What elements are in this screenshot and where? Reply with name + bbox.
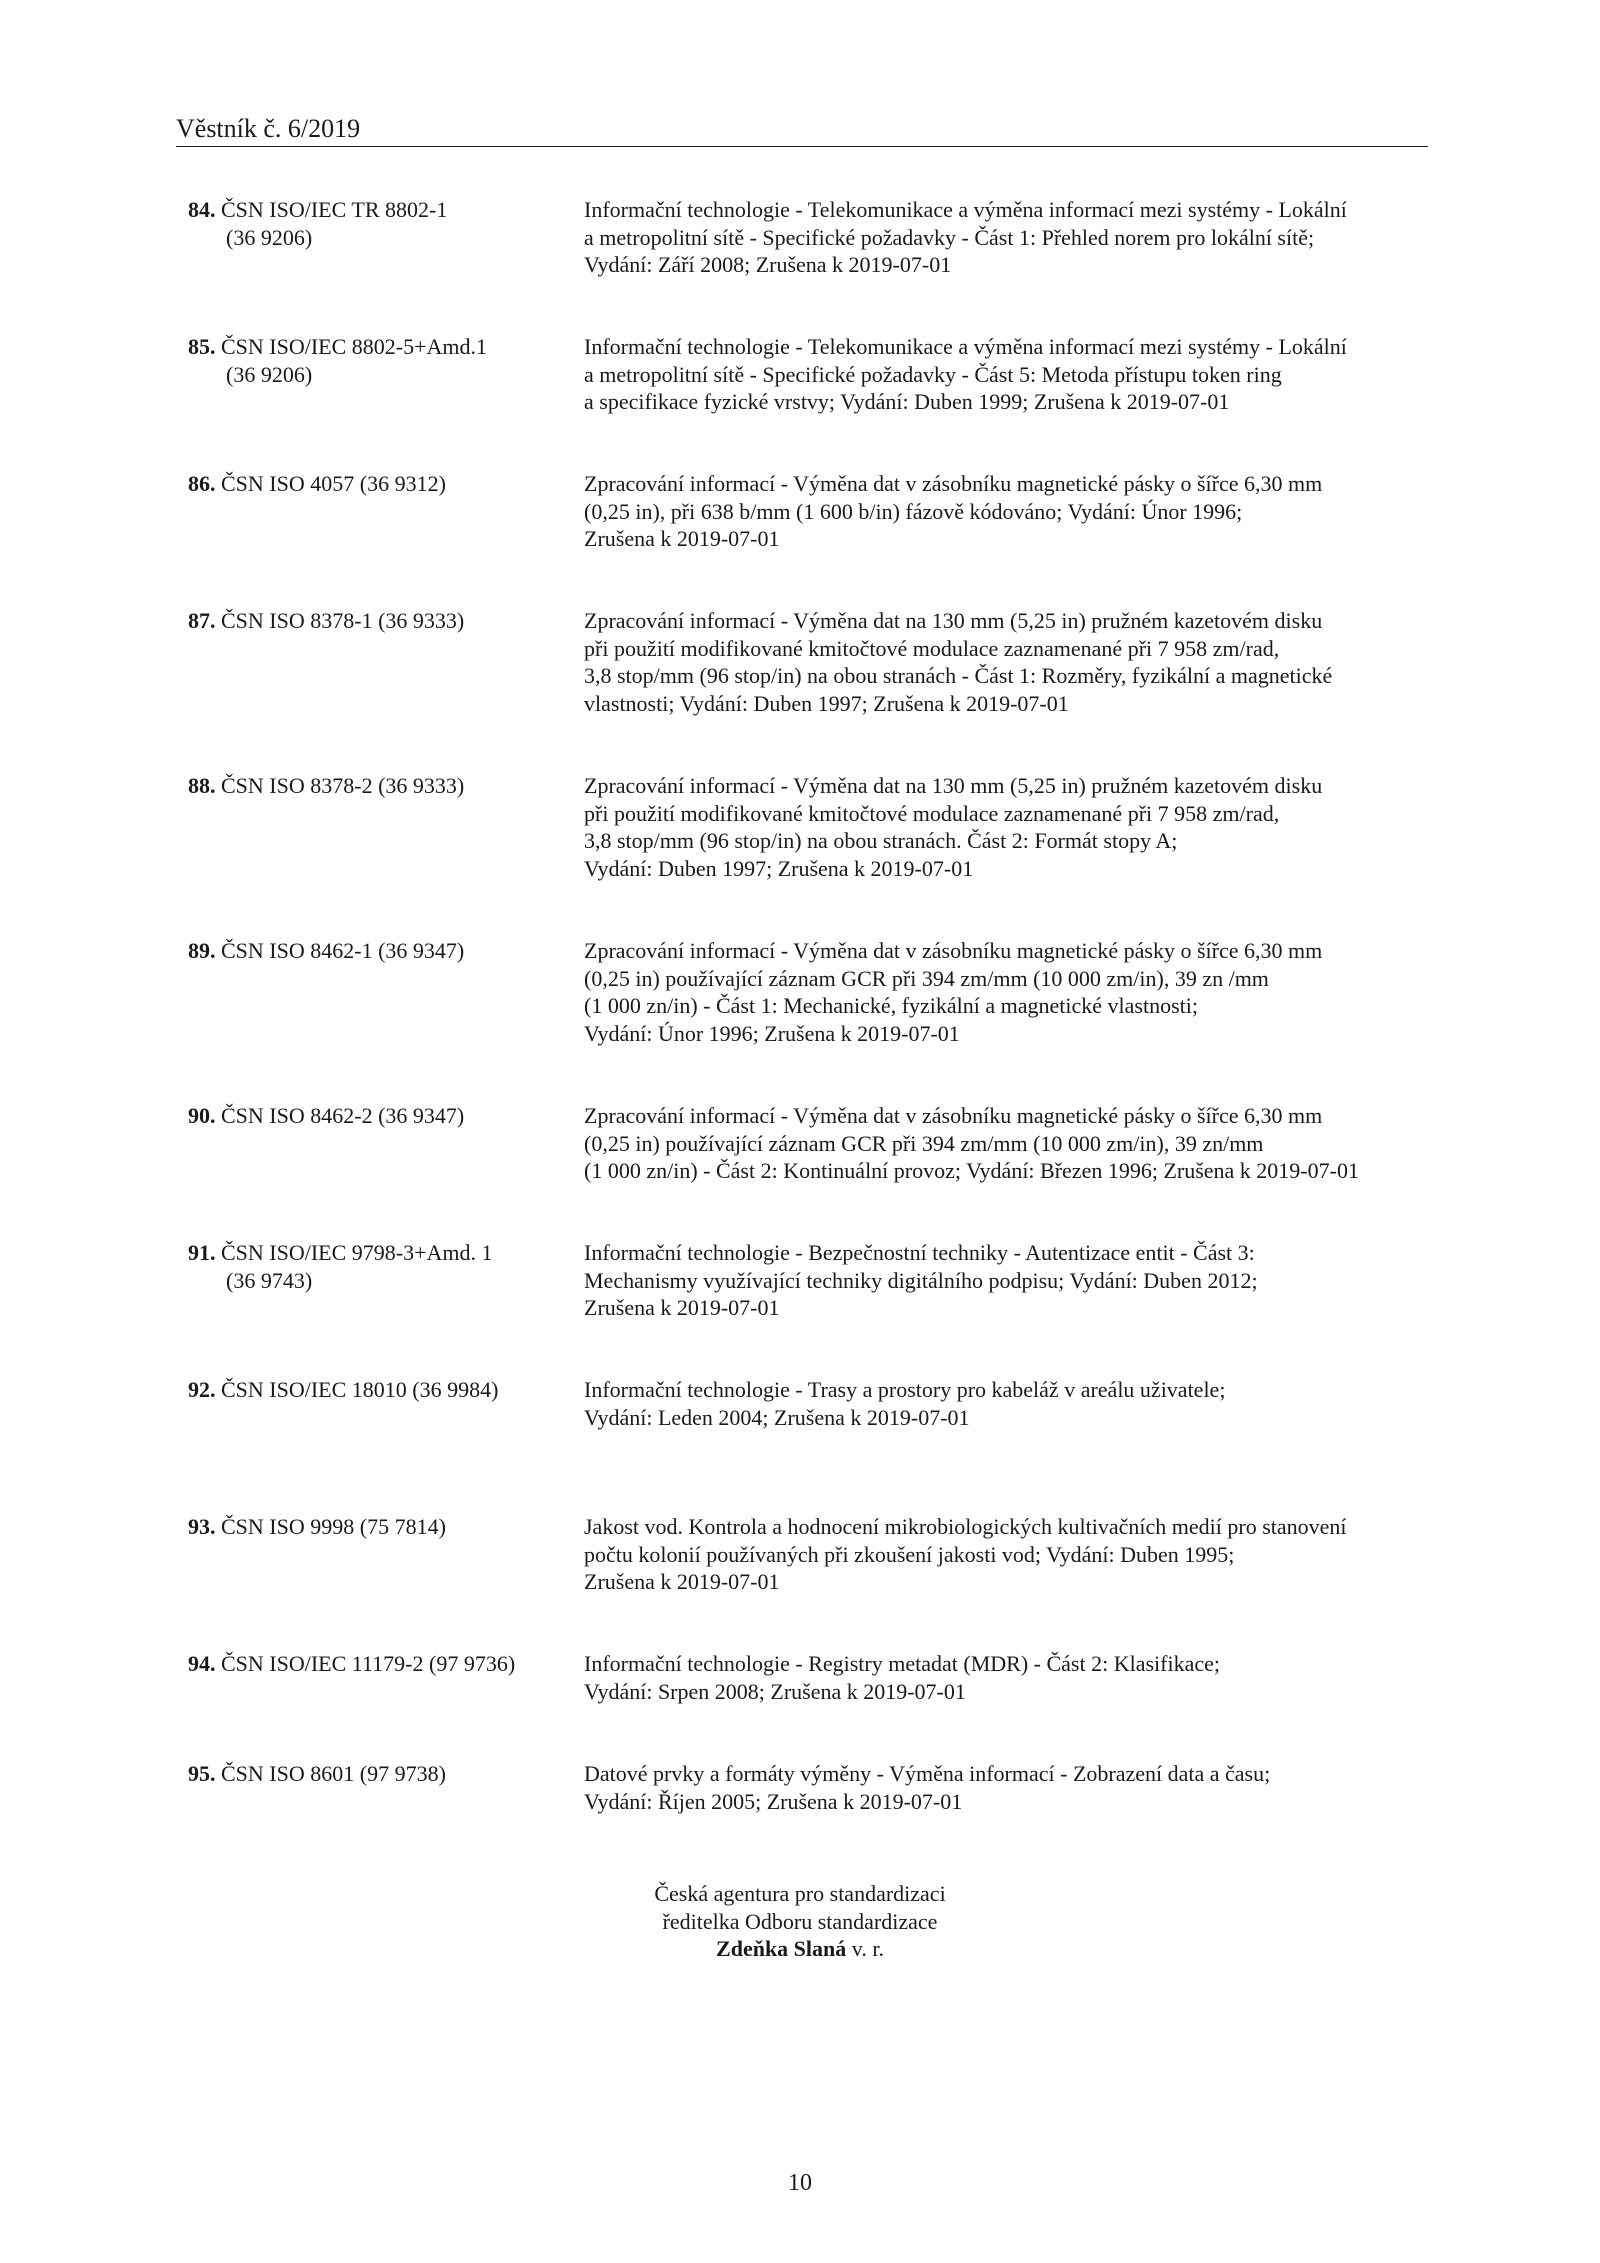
list-item bbox=[188, 937, 1433, 1047]
signature-line bbox=[0, 1935, 1600, 1963]
entry-description bbox=[584, 470, 1433, 553]
entry-description-line: Zpracování informací - Výměna dat na 130 mm (5,25 in) pružném kazetovém disku bbox=[584, 773, 1323, 798]
entry-description-line: a metropolitní sítě - Specifické požadavky - Část 5: Metoda přístupu token ring bbox=[584, 361, 1282, 387]
entry-code: ČSN ISO/IEC 11179-2 (97 9736) bbox=[221, 1651, 516, 1676]
entry-number: 85. bbox=[188, 334, 216, 359]
entry-designation bbox=[188, 772, 584, 882]
entry-code: ČSN ISO 8462-2 (36 9347) bbox=[221, 1103, 465, 1128]
entry-designation bbox=[188, 1376, 584, 1431]
list-item bbox=[188, 1760, 1433, 1815]
entry-description bbox=[584, 772, 1433, 882]
entry-description-line: počtu kolonií používaných při zkoušení jakosti vod; Vydání: Duben 1995; bbox=[584, 1541, 1235, 1567]
list-item bbox=[188, 772, 1433, 882]
entry-designation bbox=[188, 1239, 584, 1322]
entry-description bbox=[584, 1239, 1433, 1322]
entry-code-line bbox=[188, 607, 584, 635]
entry-description-line: Zpracování informací - Výměna dat na 130 mm (5,25 in) pružném kazetovém disku bbox=[584, 608, 1323, 633]
list-item bbox=[188, 470, 1433, 553]
list-item bbox=[188, 1376, 1433, 1431]
entry-designation bbox=[188, 937, 584, 1047]
entry-description bbox=[584, 1102, 1433, 1185]
entry-number: 95. bbox=[188, 1761, 216, 1786]
entry-description-line: (1 000 zn/in) - Část 1: Mechanické, fyzikální a magnetické vlastnosti; bbox=[584, 993, 1198, 1018]
entry-description bbox=[584, 1650, 1433, 1705]
signature-block bbox=[0, 1880, 1600, 1963]
entry-designation bbox=[188, 1760, 584, 1815]
entry-description-line: Informační technologie - Registry metadat (MDR) - Část 2: Klasifikace; bbox=[584, 1651, 1220, 1676]
entry-description bbox=[584, 1760, 1433, 1815]
entry-designation bbox=[188, 607, 584, 717]
entry-description-line: a metropolitní sítě - Specifické požadavky - Část 1: Přehled norem pro lokální sítě; bbox=[584, 224, 1315, 250]
entry-designation bbox=[188, 1513, 584, 1596]
entry-description-line: (0,25 in) používající záznam GCR při 394 zm/mm (10 000 zm/in), 39 zn /mm bbox=[584, 965, 1269, 991]
entry-description-line: (1 000 zn/in) - Část 2: Kontinuální provoz; Vydání: Březen 1996; Zrušena k 2019-07-01 bbox=[584, 1158, 1359, 1183]
entry-description-line: Informační technologie - Trasy a prostory pro kabeláž v areálu uživatele; bbox=[584, 1377, 1226, 1402]
entry-description-line: Zpracování informací - Výměna dat v zásobníku magnetické pásky o šířce 6,30 mm bbox=[584, 938, 1323, 963]
entry-description-line: Zpracování informací - Výměna dat v zásobníku magnetické pásky o šířce 6,30 mm bbox=[584, 471, 1323, 496]
entry-description-line: Vydání: Srpen 2008; Zrušena k 2019-07-01 bbox=[584, 1678, 966, 1704]
entry-description bbox=[584, 607, 1433, 717]
list-item bbox=[188, 1239, 1433, 1322]
entry-number: 91. bbox=[188, 1240, 216, 1265]
entry-number: 84. bbox=[188, 197, 216, 222]
entry-description bbox=[584, 1513, 1433, 1596]
entry-code-line bbox=[188, 470, 584, 498]
standards-list bbox=[188, 196, 1433, 1815]
entry-code: ČSN ISO 8378-1 (36 9333) bbox=[221, 608, 465, 633]
entry-description bbox=[584, 196, 1433, 279]
signature-suffix: v. r. bbox=[846, 1936, 884, 1961]
entry-description bbox=[584, 1376, 1433, 1431]
page-header bbox=[176, 112, 1428, 147]
list-item bbox=[188, 1513, 1433, 1596]
entry-designation bbox=[188, 470, 584, 553]
entry-description-line: (0,25 in) používající záznam GCR při 394 zm/mm (10 000 zm/in), 39 zn/mm bbox=[584, 1130, 1264, 1156]
entry-code: ČSN ISO/IEC TR 8802-1 bbox=[221, 197, 448, 222]
entry-description-line: Mechanismy využívající techniky digitálního podpisu; Vydání: Duben 2012; bbox=[584, 1267, 1258, 1293]
entry-designation bbox=[188, 196, 584, 279]
entry-description-line: při použití modifikované kmitočtové modulace zaznamenané při 7 958 zm/rad, bbox=[584, 635, 1280, 661]
entry-description-line: (0,25 in), při 638 b/mm (1 600 b/in) fázově kódováno; Vydání: Únor 1996; bbox=[584, 498, 1243, 524]
entry-code: ČSN ISO 8378-2 (36 9333) bbox=[221, 773, 465, 798]
signature-organization: Česká agentura pro standardizaci bbox=[654, 1881, 946, 1906]
entry-number: 88. bbox=[188, 773, 216, 798]
entry-code-line bbox=[188, 1376, 584, 1404]
entry-code: ČSN ISO/IEC 9798-3+Amd. 1 bbox=[221, 1240, 493, 1265]
entry-description-line: Informační technologie - Bezpečnostní techniky - Autentizace entit - Část 3: bbox=[584, 1240, 1255, 1265]
list-item bbox=[188, 1650, 1433, 1705]
entry-code: ČSN ISO 9998 (75 7814) bbox=[221, 1514, 446, 1539]
entry-number: 87. bbox=[188, 608, 216, 633]
entry-description-line: Zrušena k 2019-07-01 bbox=[584, 526, 780, 551]
entry-code-line bbox=[188, 1102, 584, 1130]
entry-designation bbox=[188, 1102, 584, 1185]
entry-code-line bbox=[188, 333, 584, 361]
entry-number: 89. bbox=[188, 938, 216, 963]
entry-code-line bbox=[188, 1513, 584, 1541]
entry-description-line: Zpracování informací - Výměna dat v zásobníku magnetické pásky o šířce 6,30 mm bbox=[584, 1103, 1323, 1128]
entry-description bbox=[584, 937, 1433, 1047]
entry-number: 94. bbox=[188, 1651, 216, 1676]
entry-code-line bbox=[188, 1650, 584, 1678]
list-item bbox=[188, 1102, 1433, 1185]
entry-code-line bbox=[188, 1760, 584, 1788]
entry-number: 86. bbox=[188, 471, 216, 496]
list-item bbox=[188, 196, 1433, 279]
entry-subcode: (36 9206) bbox=[226, 361, 313, 387]
entry-description-line: při použití modifikované kmitočtové modulace zaznamenané při 7 958 zm/rad, bbox=[584, 800, 1280, 826]
entry-code-line bbox=[188, 196, 584, 224]
list-item bbox=[188, 607, 1433, 717]
list-item bbox=[188, 333, 1433, 416]
entry-description-line: Vydání: Duben 1997; Zrušena k 2019-07-01 bbox=[584, 855, 974, 881]
entry-description-line: Zrušena k 2019-07-01 bbox=[584, 1569, 780, 1594]
entry-description-line: 3,8 stop/mm (96 stop/in) na obou stranách. Část 2: Formát stopy A; bbox=[584, 828, 1178, 853]
entry-code: ČSN ISO 8462-1 (36 9347) bbox=[221, 938, 465, 963]
signature-name: Zdeňka Slaná bbox=[716, 1936, 847, 1961]
entry-description-line: a specifikace fyzické vrstvy; Vydání: Duben 1999; Zrušena k 2019-07-01 bbox=[584, 389, 1230, 414]
entry-code-line bbox=[188, 1239, 584, 1267]
entry-description-line: 3,8 stop/mm (96 stop/in) na obou stranách - Část 1: Rozměry, fyzikální a magnetické bbox=[584, 663, 1333, 688]
entry-description-line: Vydání: Únor 1996; Zrušena k 2019-07-01 bbox=[584, 1020, 960, 1046]
entry-code-line bbox=[188, 937, 584, 965]
entry-description-line: Vydání: Říjen 2005; Zrušena k 2019-07-01 bbox=[584, 1788, 963, 1814]
entry-code: ČSN ISO 4057 (36 9312) bbox=[221, 471, 446, 496]
entry-description-line: vlastnosti; Vydání: Duben 1997; Zrušena k 2019-07-01 bbox=[584, 690, 1069, 716]
entry-description-line: Informační technologie - Telekomunikace a výměna informací mezi systémy - Lokální bbox=[584, 334, 1347, 359]
entry-description-line: Vydání: Leden 2004; Zrušena k 2019-07-01 bbox=[584, 1404, 970, 1430]
entry-description-line: Datové prvky a formáty výměny - Výměna informací - Zobrazení data a času; bbox=[584, 1761, 1271, 1786]
entry-number: 92. bbox=[188, 1377, 216, 1402]
entry-code: ČSN ISO 8601 (97 9738) bbox=[221, 1761, 446, 1786]
page-number: 10 bbox=[788, 2170, 812, 2196]
journal-title: Věstník č. 6/2019 bbox=[176, 114, 361, 143]
entry-subcode: (36 9743) bbox=[226, 1267, 313, 1293]
entry-designation bbox=[188, 333, 584, 416]
entry-code: ČSN ISO/IEC 8802-5+Amd.1 bbox=[221, 334, 488, 359]
entry-designation bbox=[188, 1650, 584, 1705]
entry-code: ČSN ISO/IEC 18010 (36 9984) bbox=[221, 1377, 499, 1402]
entry-description-line: Zrušena k 2019-07-01 bbox=[584, 1295, 780, 1320]
entry-description bbox=[584, 333, 1433, 416]
entry-code-line bbox=[188, 772, 584, 800]
entry-number: 93. bbox=[188, 1514, 216, 1539]
entry-subcode: (36 9206) bbox=[226, 224, 313, 250]
entry-number: 90. bbox=[188, 1103, 216, 1128]
entry-description-line: Vydání: Září 2008; Zrušena k 2019-07-01 bbox=[584, 252, 952, 277]
signature-position: ředitelka Odboru standardizace bbox=[662, 1908, 938, 1934]
entry-description-line: Informační technologie - Telekomunikace a výměna informací mezi systémy - Lokální bbox=[584, 197, 1347, 222]
entry-description-line: Jakost vod. Kontrola a hodnocení mikrobiologických kultivačních medií pro stanovení bbox=[584, 1514, 1347, 1539]
